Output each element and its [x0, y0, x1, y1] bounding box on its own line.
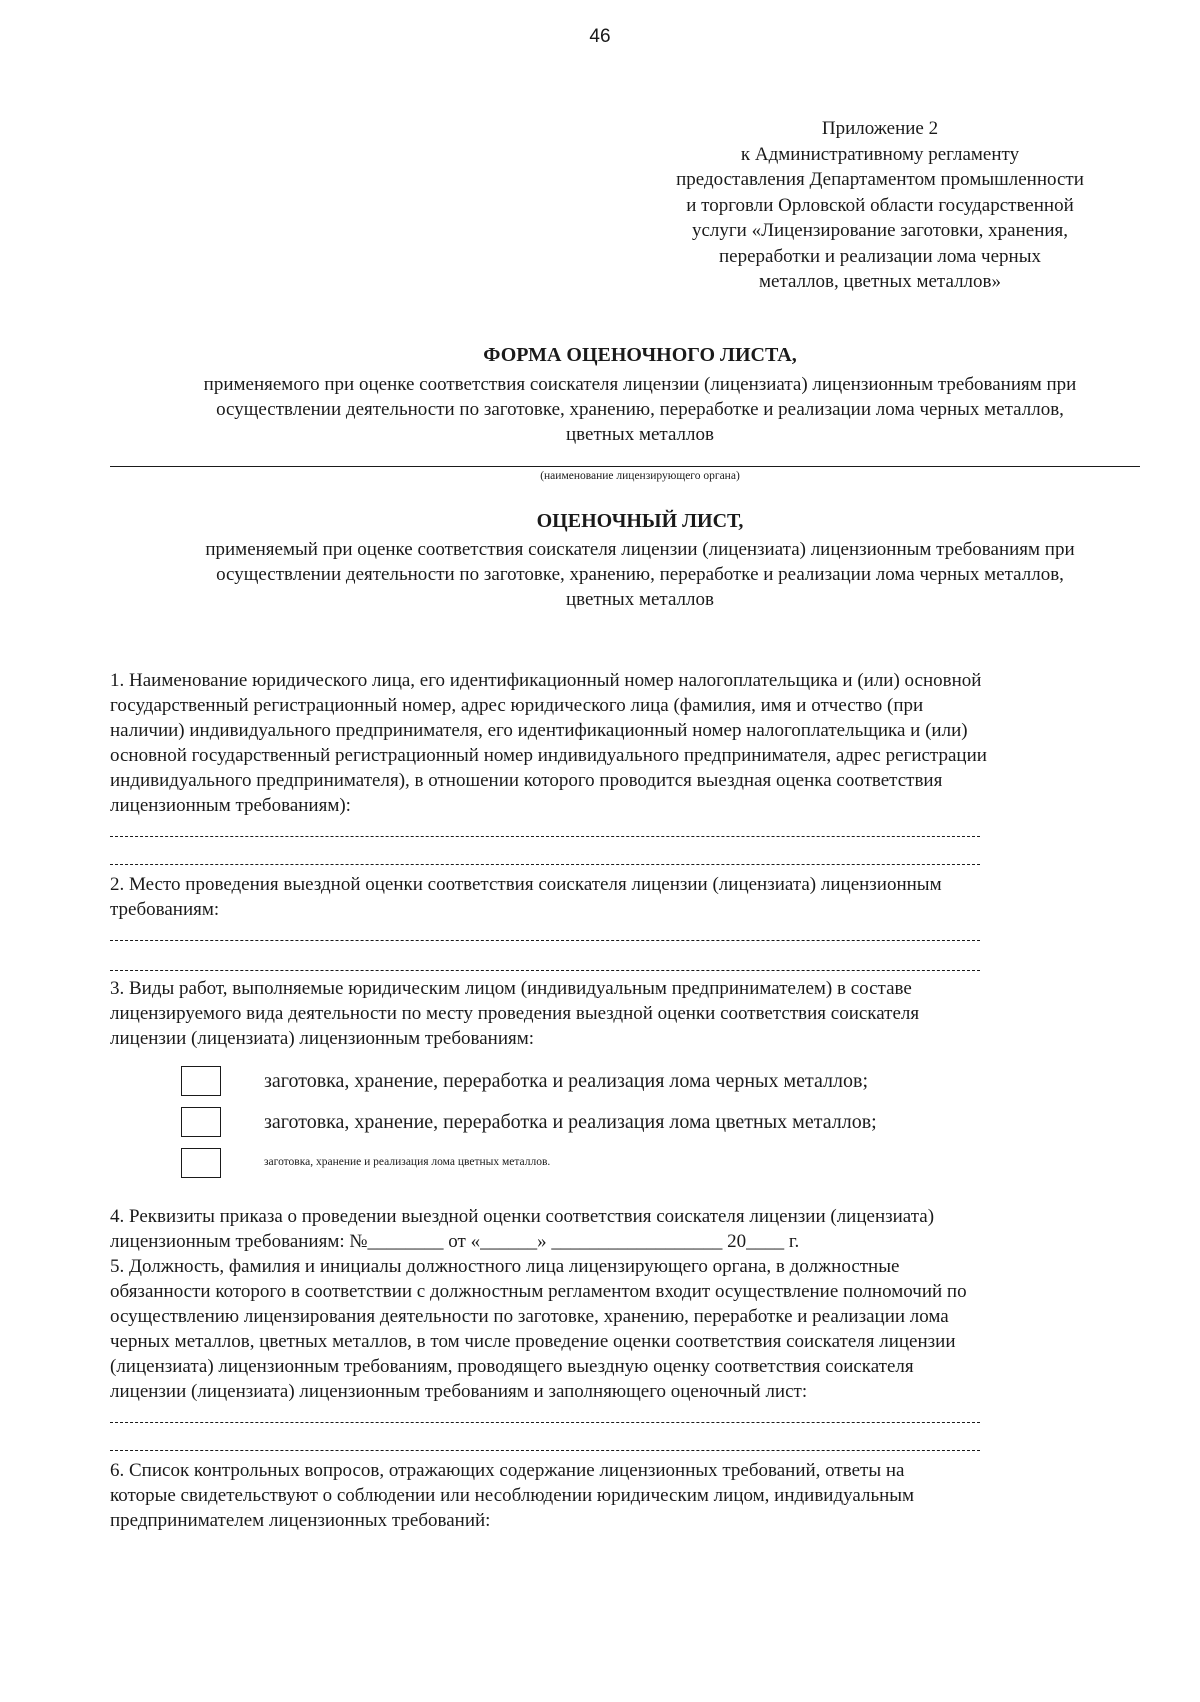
section-6-text — [110, 1458, 1170, 1533]
section-2-fill-line[interactable] — [110, 940, 980, 941]
section-3-line: лицензии (лицензиата) лицензионным требованиям: — [110, 1028, 535, 1049]
nonferrous-metals-option-label: заготовка, хранение, переработка и реализация лома цветных металлов; — [264, 1111, 877, 1133]
section-4-line: лицензионным требованиям: №________ от «______» __________________ 20____ г. — [110, 1231, 800, 1252]
ferrous-metals-option-label: заготовка, хранение, переработка и реализация лома черных металлов; — [264, 1070, 868, 1092]
nonferrous-metals-checkbox[interactable] — [181, 1107, 221, 1137]
appendix-line: переработки и реализации лома черных — [719, 245, 1041, 267]
sheet-title: ОЦЕНОЧНЫЙ ЛИСТ, — [536, 510, 744, 532]
sheet-subtitle-line: цветных металлов — [566, 589, 714, 610]
appendix-line: к Административному регламенту — [740, 143, 1020, 165]
section-3-text — [110, 976, 1170, 1051]
ferrous-metals-checkbox[interactable] — [181, 1066, 221, 1096]
section-4-line: 4. Реквизиты приказа о проведении выездной оценки соответствия соискателя лицензии (лицензиата) — [110, 1206, 935, 1227]
section-5-line: (лицензиата) лицензионным требованиям, проводящего выездную оценку соответствия соискателя — [110, 1356, 914, 1377]
appendix-line: предоставления Департаментом промышленности — [676, 169, 1084, 190]
nonferrous-storage-checkbox[interactable] — [181, 1148, 221, 1178]
section-6-line: 6. Список контрольных вопросов, отражающих содержание лицензионных требований, ответы на — [110, 1460, 905, 1481]
sheet-subtitle — [100, 537, 1180, 612]
section-5-line: лицензии (лицензиата) лицензионным требованиям и заполняющего оценочный лист: — [110, 1381, 808, 1402]
section-1-fill-line[interactable] — [110, 864, 980, 865]
section-5-line: осуществлению лицензирования деятельности по заготовке, хранению, переработке и реализации лома — [110, 1306, 949, 1327]
section-2-fill-line[interactable] — [110, 970, 980, 971]
section-5-line: черных металлов, цветных металлов, в том числе проведение оценки соответствия соискателя лицензии — [110, 1331, 956, 1352]
section-3-line: лицензируемого вида деятельности по месту проведения выездной оценки соответствия соискателя — [110, 1003, 920, 1024]
section-1-line: 1. Наименование юридического лица, его идентификационный номер налогоплательщика и (или) основной — [110, 670, 982, 691]
organ-name-line[interactable] — [110, 466, 1140, 467]
section-4-text — [110, 1204, 1170, 1254]
section-1-line: основной государственный регистрационный номер индивидуального предпринимателя, адрес регистрации — [110, 745, 987, 766]
section-1-line: индивидуального предпринимателя), в отношении которого проводится выездная оценка соответствия — [110, 770, 943, 791]
section-5-fill-line[interactable] — [110, 1450, 980, 1451]
section-2-line: 2. Место проведения выездной оценки соответствия соискателя лицензии (лицензиата) лицензионным — [110, 874, 942, 895]
appendix-header — [620, 116, 1140, 295]
section-5-line: 5. Должность, фамилия и инициалы должностного лица лицензирующего органа, в должностные — [110, 1256, 900, 1277]
section-1-line: государственный регистрационный номер, адрес юридического лица (фамилия, имя и отчество (при — [110, 695, 924, 716]
sheet-subtitle-line: применяемый при оценке соответствия соискателя лицензии (лицензиата) лицензионным требованиям при — [205, 539, 1075, 560]
appendix-line: услуги «Лицензирование заготовки, хранения, — [691, 220, 1069, 241]
form-subtitle-line: применяемого при оценке соответствия соискателя лицензии (лицензиата) лицензионным требованиям при — [203, 374, 1077, 395]
section-2-line: требованиям: — [110, 899, 220, 920]
section-3-line: 3. Виды работ, выполняемые юридическим лицом (индивидуальным предпринимателем) в составе — [110, 978, 912, 999]
appendix-line: металлов, цветных металлов» — [759, 271, 1001, 292]
section-5-fill-line[interactable] — [110, 1422, 980, 1423]
form-subtitle — [100, 372, 1180, 447]
section-1-text — [110, 668, 1170, 818]
form-subtitle-line: цветных металлов — [566, 424, 714, 445]
sheet-subtitle-line: осуществлении деятельности по заготовке, хранению, переработке и реализации лома черных металлов, — [216, 564, 1064, 585]
appendix-line: и торговли Орловской области государственной — [686, 194, 1074, 216]
form-title: ФОРМА ОЦЕНОЧНОГО ЛИСТА, — [483, 344, 797, 366]
nonferrous-storage-option-label: заготовка, хранение и реализация лома цветных металлов. — [264, 1156, 551, 1168]
section-6-line: предпринимателем лицензионных требований: — [110, 1510, 491, 1531]
section-1-fill-line[interactable] — [110, 836, 980, 837]
section-5-text — [110, 1254, 1170, 1404]
organ-name-caption: (наименование лицензирующего органа) — [540, 470, 740, 482]
section-1-line: наличии) индивидуального предпринимателя, его идентификационный номер налогоплательщика и (или) — [110, 720, 968, 741]
section-5-line: обязанности которого в соответствии с должностным регламентом входит осуществление полномочий по — [110, 1281, 967, 1302]
section-1-line: лицензионным требованиям): — [110, 795, 351, 816]
section-6-line: которые свидетельствуют о соблюдении или несоблюдении юридическим лицом, индивидуальным — [110, 1485, 915, 1506]
form-subtitle-line: осуществлении деятельности по заготовке, хранению, переработке и реализации лома черных металлов, — [216, 399, 1064, 420]
section-2-text — [110, 872, 1170, 922]
appendix-line: Приложение 2 — [821, 118, 939, 139]
page-number: 46 — [589, 26, 611, 47]
